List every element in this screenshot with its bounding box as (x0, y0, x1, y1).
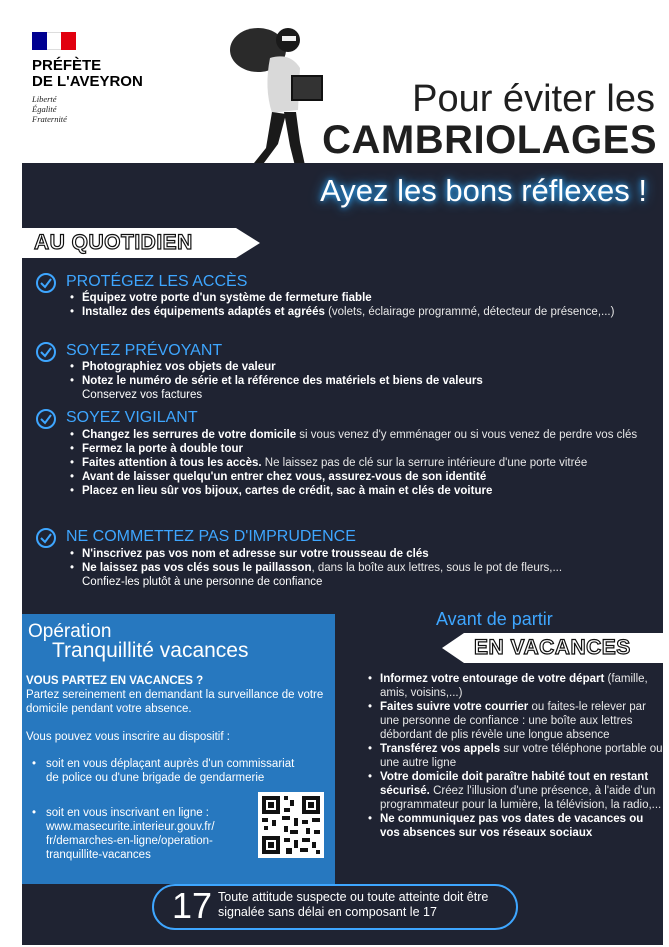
section-title-prevoyant: SOYEZ PRÉVOYANT (66, 342, 223, 359)
emergency-text: Toute attitude suspecte ou toute atteinte doit être signalée sans délai en composant le 17 (218, 890, 489, 919)
section-title-imprudence: NE COMMETTEZ PAS D'IMPRUDENCE (66, 528, 356, 545)
list-item: • Faites attention à tous les accès. Ne laissez pas de clé sur la serrure intérieure d'une porte vitrée (68, 456, 643, 470)
check-circle-icon (36, 342, 56, 362)
list-item: • Informez votre entourage de votre départ (famille, amis, voisins,...) (366, 672, 666, 700)
list-vacances (366, 672, 666, 840)
list-item: • Faites suivre votre courrier ou faites-le relever par une personne de confiance : une boîte aux lettres débordant de plis révèle une longue absence (366, 700, 666, 742)
list-vigilant (68, 428, 643, 498)
otv-intro: Partez sereinement en demandant la surveillance de votre domicile pendant votre absence. (26, 689, 324, 715)
qr-code (258, 792, 324, 858)
section-title-acces: PROTÉGEZ LES ACCÈS (66, 273, 248, 290)
list-item: • Transférez vos appels sur votre téléphone portable ou une autre ligne (366, 742, 666, 770)
list-item: • N'inscrivez pas vos nom et adresse sur votre trousseau de clés (68, 547, 638, 561)
list-item: • Ne laissez pas vos clés sous le paillasson, dans la boîte aux lettres, sous le pot de fleurs,... (68, 561, 638, 575)
list-item: • Notez le numéro de série et la référence des matériels et biens de valeurs (68, 374, 628, 388)
list-acces (68, 291, 618, 319)
list-imprudence (68, 547, 638, 575)
list-item: • Photographiez vos objets de valeur (68, 360, 628, 374)
title-line-2: CAMBRIOLAGES (322, 118, 657, 162)
en-vacances-label: EN VACANCES (474, 636, 631, 659)
burglar-illustration (220, 18, 330, 178)
otv-option-2 (30, 806, 248, 862)
check-circle-icon (36, 273, 56, 293)
list-item: • soit en vous déplaçant auprès d'un commissariat de police ou d'une brigade de gendarmerie (30, 757, 310, 785)
list-item: • Avant de laisser quelqu'un entrer chez vous, assurez-vous de son identité (68, 470, 643, 484)
list-item: • Fermez la porte à double tour (68, 442, 643, 456)
section-title-vigilant: SOYEZ VIGILANT (66, 409, 198, 426)
republic-motto: Liberté Égalité Fraternité (32, 94, 67, 124)
avant-de-partir: Avant de partir (436, 609, 553, 629)
title-line-1: Pour éviter les (412, 78, 655, 120)
list-item: • Équipez votre porte d'un système de fermeture fiable (68, 291, 618, 305)
note-confiance: Confiez-les plutôt à une personne de confiance (82, 576, 323, 588)
otv-subscribe: Vous pouvez vous inscrire au dispositif : (26, 731, 230, 743)
check-circle-icon (36, 409, 56, 429)
list-item: • Ne communiquez pas vos dates de vacances ou vos absences sur vos réseaux sociaux (366, 812, 666, 840)
list-prevoyant (68, 360, 628, 388)
slogan: Ayez les bons réflexes ! (320, 173, 647, 208)
note-factures: Conservez vos factures (82, 389, 203, 401)
emergency-number: 17 (172, 885, 213, 926)
prefecture-name: PRÉFÈTE DE L'AVEYRON (32, 57, 143, 90)
marianne-flag-icon (32, 32, 76, 50)
list-item: • Votre domicile doit paraître habité tout en restant sécurisé. Créez l'illusion d'une présence, à l'aide d'un programmateur pour la lumière, la télévision, la radio,... (366, 770, 666, 812)
au-quotidien-label: AU QUOTIDIEN (34, 231, 193, 254)
list-item: • Changez les serrures de votre domicile si vous venez d'y emménager ou si vous venez de perdre vos clés (68, 428, 643, 442)
otv-heading: VOUS PARTEZ EN VACANCES ? (26, 675, 204, 687)
check-circle-icon (36, 528, 56, 548)
list-item: • Placez en lieu sûr vos bijoux, cartes de crédit, sac à main et clés de voiture (68, 484, 643, 498)
otv-option-1 (30, 757, 310, 785)
list-item: • Installez des équipements adaptés et agréés (volets, éclairage programmé, détecteur de présence,...) (68, 305, 618, 319)
otv-title-1: Opération (28, 621, 112, 642)
otv-title-2: Tranquillité vacances (52, 639, 249, 662)
list-item: • soit en vous inscrivant en ligne : www.masecurite.interieur.gouv.fr/ fr/demarches-en-ligne/operation-tranquillite-vacances (30, 806, 248, 862)
